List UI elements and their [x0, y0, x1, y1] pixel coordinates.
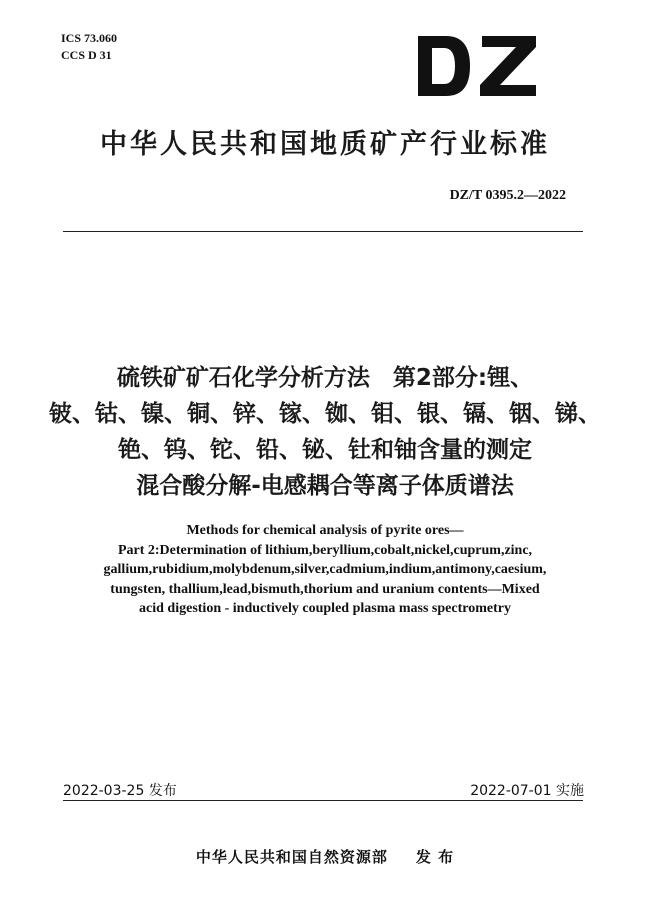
chinese-title-line-1: 硫铁矿矿石化学分析方法 第2部分:锂、 [116, 365, 534, 391]
standard-category-title: 中华人民共和国地质矿产行业标准 [100, 129, 550, 160]
english-title-line-5: acid digestion - inductively coupled plasma mass spectrometry [139, 601, 511, 616]
ccs-code: CCS D 31 [61, 48, 112, 62]
dz-logo-letter-d [418, 36, 470, 96]
issuer-name: 中华人民共和国自然资源部 [195, 848, 388, 866]
english-title-line-1: Methods for chemical analysis of pyrite ores— [186, 523, 464, 538]
dz-logo [418, 36, 536, 96]
issue-date: 2022-03-25 发布 [63, 783, 177, 799]
english-title-line-3: gallium,rubidium,molybdenum,silver,cadmium,indium,antimony,caesium, [103, 562, 547, 577]
top-divider [63, 231, 583, 232]
issuer-action: 发 布 [415, 848, 455, 866]
ics-code: ICS 73.060 [61, 31, 118, 45]
classification-codes [61, 30, 117, 64]
implementation-date: 2022-07-01 实施 [470, 783, 584, 799]
english-title [30, 521, 620, 619]
english-title-line-2: Part 2:Determination of lithium,beryllium,cobalt,nickel,cuprum,zinc, [117, 542, 533, 558]
issuing-authority [0, 846, 650, 867]
chinese-title [40, 360, 610, 504]
chinese-title-line-3: 铯、钨、铊、铅、铋、钍和铀含量的测定 [118, 437, 532, 463]
dz-logo-letter-z [480, 36, 536, 96]
english-title-line-4: tungsten, thallium,lead,bismuth,thorium and uranium contents—Mixed [110, 581, 540, 597]
bottom-divider [63, 800, 583, 801]
chinese-title-line-2: 铍、钴、镍、铜、锌、镓、铷、钼、银、镉、铟、锑、 [49, 401, 601, 427]
chinese-title-line-4: 混合酸分解-电感耦合等离子体质谱法 [136, 473, 514, 499]
standard-number: DZ/T 0395.2—2022 [449, 188, 566, 203]
